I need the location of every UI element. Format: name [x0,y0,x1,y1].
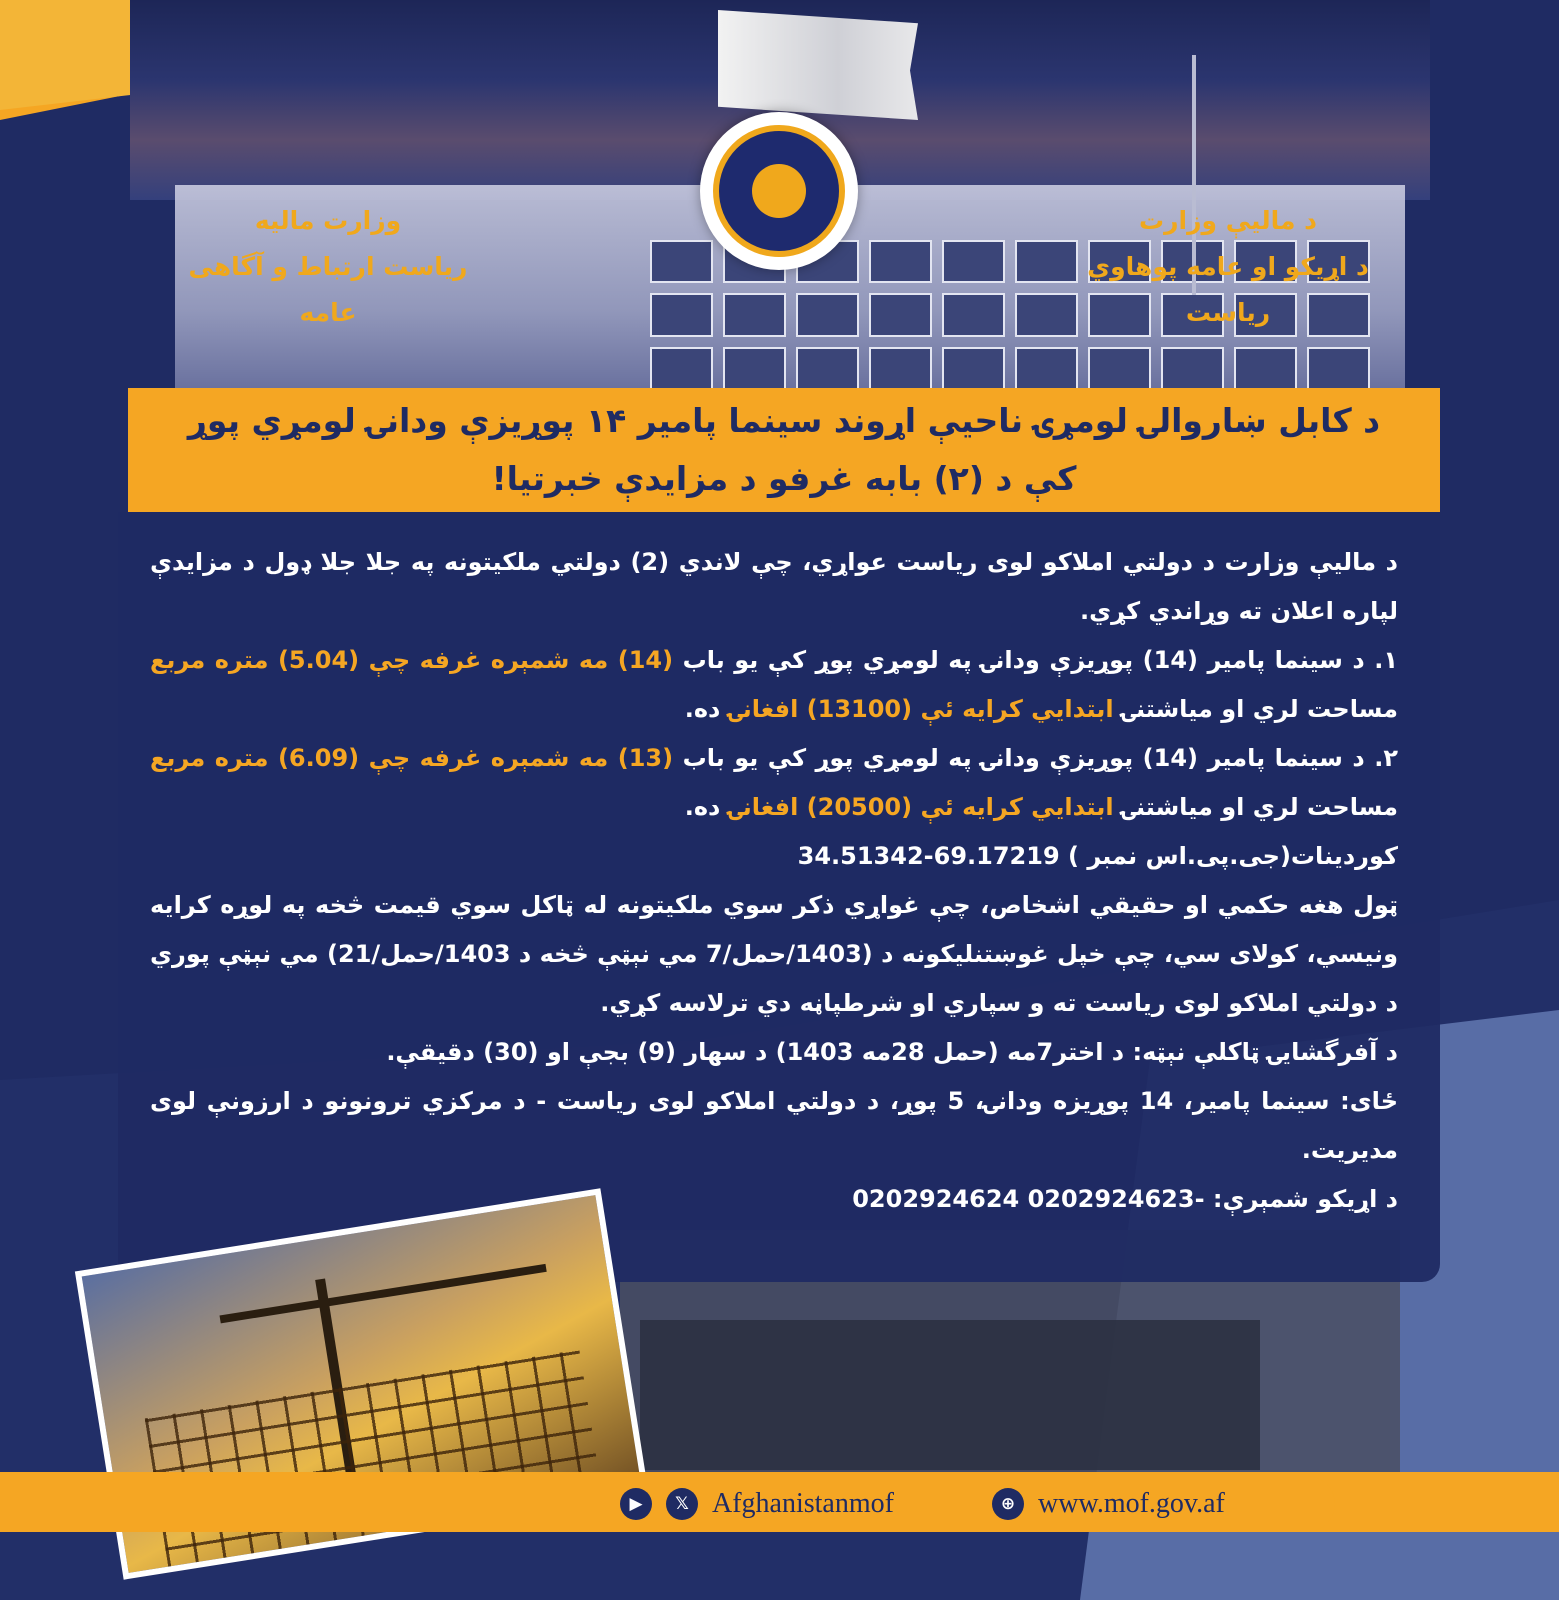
title-line2: کې د (۲) بابه غرفو د مزایدې خبرتیا! [491,459,1077,498]
header-pashto [1068,198,1388,336]
contact-phones: د اړیکو شمېرې: -0202924623 0202924624 [852,1185,1398,1213]
intro-paragraph: د مالیې وزارت د دولتي املاکو لوی ریاست عواړي، چې لاندي (2) دولتي ملکیتونه په جلا جلا ډول د مزایدې لپاره اعلان ته وړاندي کړي. [150,548,1398,625]
website-link[interactable]: www.mof.gov.af [1037,1488,1225,1519]
flag [718,10,918,120]
item-2-highlight-area: (13) مه شمېره غرفه چې (6.09) متره مربع [150,744,674,772]
header-dari-line1: وزارت مالیه [254,206,402,235]
item-1 [150,636,1398,734]
coin-icon [752,164,806,218]
item-2 [150,734,1398,832]
item-1-highlight-rent: ابتدایي کرایه ئې (13100) افغانۍ [728,695,1114,723]
coordinates: کوردینات(جی.پی.اس نمبر ) 69.17219-34.51342 [797,842,1398,870]
crane-jib [220,1264,547,1324]
announcement-title [128,388,1440,512]
logo-emblem [713,125,845,257]
item-2-text-end: ده. [684,793,729,821]
announcement-body [150,538,1398,1224]
item-1-text: ۱. د سینما پامیر (14) پوړیزې ودانۍ په لومړي پوړ کې یو باب [673,646,1398,674]
item-2-highlight-rent: ابتدایي کرایه ئې (20500) افغانۍ [728,793,1114,821]
x-icon[interactable]: 𝕏 [666,1488,698,1520]
opening-date: د آفرگشایۍ ټاکلې نېټه: د اختر7مه (حمل 28مه 1403) د سهار (9) بجې او (30) دقیقې. [386,1038,1398,1066]
item-2-text-mid: مساحت لري او میاشتنۍ [1113,793,1398,821]
item-1-text-end: ده. [684,695,729,723]
item-1-highlight-area: (14) مه شمېره غرفه چې (5.04) متره مربع [150,646,674,674]
application-paragraph: ټول هغه حکمي او حقیقي اشخاص، چې غواړي ذکر سوي ملکیتونه له ټاکل سوي قیمت څخه په لوړه کرایه ونیسي، کولای سي، چې خپل غوښتنلیکونه د (1403/حمل/7 مي نېټې څخه د 1403/حمل/21) مي نېټې پوري د دولتي املاکو لوی ریاست ته و سپاري او شرطپاڼه دي ترلاسه کړي. [150,891,1398,1017]
title-line1: د کابل ښاروالۍ لومړۍ ناحیې اړوند سینما پامیر ۱۴ پوړیزې ودانۍ لومړي پوړ [187,401,1381,440]
header-pashto-line2: د اړیکو او عامه پوهاوي ریاست [1087,252,1369,327]
social-handle[interactable]: Afghanistanmof [712,1488,894,1519]
globe-icon[interactable]: ⊕ [992,1488,1024,1520]
item-1-text-mid: مساحت لري او میاشتنۍ [1113,695,1398,723]
youtube-icon[interactable]: ▶ [620,1488,652,1520]
header-dari [178,198,478,336]
item-2-text: ۲. د سینما پامیر (14) پوړیزې ودانۍ په لومړي پوړ کې یو باب [673,744,1398,772]
header-dari-line2: ریاست ارتباط و آگاهی عامه [188,252,468,327]
header-pashto-line1: د مالیې وزارت [1138,206,1317,235]
ministry-logo [700,112,858,270]
footer-bar [600,1476,1335,1532]
location: ځای: سینما پامیر، 14 پوړیزه ودانۍ، 5 پوړ، د دولتي املاکو لوی ریاست - د مرکزي ترونونو د ارزونې لوی مدیریت. [150,1087,1398,1164]
